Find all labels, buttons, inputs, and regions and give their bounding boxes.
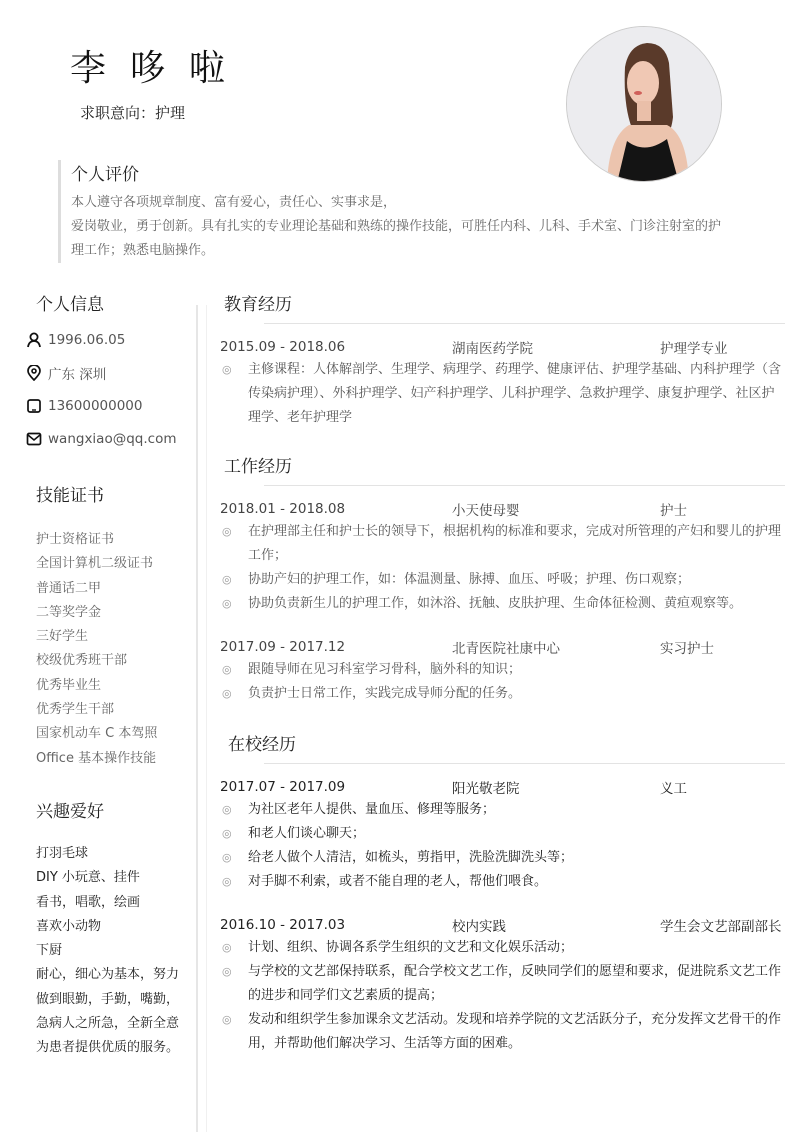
hobby-item: 下厨 [36,943,63,959]
hobbies-list [0,842,196,1061]
bullet-icon: ◎ [222,803,232,816]
section-rule [264,323,785,324]
entry-date: 2015.09 - 2018.06 [220,339,346,355]
evaluation-line: 爱岗敬业，勇于创新。具有扎实的专业理论基础和熟练的操作技能，可胜任内科、儿科、手术室、门诊注射室的护 [71,219,722,234]
person-icon [26,332,42,348]
entry-date: 2016.10 - 2017.03 [220,917,346,933]
job-intent: 求职意向：护理 [80,104,186,122]
hobby-item: 急病人之所急，全新全意 [36,1016,180,1032]
work-entry [220,636,785,706]
hobby-item: 喜欢小动物 [36,918,102,934]
bullet-icon: ◎ [222,941,232,954]
candidate-name: 李 哆 啦 [70,48,231,89]
campus-entry [220,776,785,894]
info-location [0,356,196,389]
column-divider-secondary [206,305,207,1132]
email-value: wangxiao@qq.com [48,430,177,447]
profile-photo-illustration [567,27,722,182]
entry-bullet: 发动和组织学生参加课余文艺活动。发现和培养学院的文艺活跃分子，充分发挥文艺骨干的作用，并帮助他们解决学习、生活等方面的困难。 [248,1012,782,1051]
bullet-icon: ◎ [222,573,232,586]
bullet-icon: ◎ [222,965,232,978]
bullet-icon: ◎ [222,363,232,376]
bullet-icon: ◎ [222,827,232,840]
skill-item: 校级优秀班干部 [36,653,128,669]
evaluation-line: 理工作；熟悉电脑操作。 [71,243,215,258]
hobby-item: 打羽毛球 [36,845,89,861]
info-email [0,422,196,455]
entry-org: 湖南医药学院 [452,341,533,357]
left-column [0,290,196,1061]
hobby-item: 为患者提供优质的服务。 [36,1040,180,1056]
email-icon [26,431,42,447]
skill-item: 二等奖学金 [36,604,102,620]
skill-item: 优秀学生干部 [36,702,115,718]
entry-role: 学生会文艺部副部长 [660,919,782,935]
phone-icon [26,398,42,414]
entry-bullet: 负责护士日常工作，实践完成导师分配的任务。 [248,686,522,701]
entry-role: 护理学专业 [660,341,728,357]
entry-date: 2018.01 - 2018.08 [220,501,346,517]
bullet-icon: ◎ [222,525,232,538]
skill-item: 国家机动车 C 本驾照 [36,726,158,742]
bullet-icon: ◎ [222,1013,232,1026]
entry-bullet: 在护理部主任和护士长的领导下，根据机构的标准和要求，完成对所管理的产妇和婴儿的护理工作； [248,524,782,563]
column-divider [196,305,198,1132]
entry-org: 校内实践 [452,919,506,935]
section-rule [264,763,785,764]
info-phone [0,389,196,422]
entry-bullet: 跟随导师在见习科室学习骨科，脑外科的知识； [248,662,522,677]
work-entry [220,498,785,616]
skill-item: 优秀毕业生 [36,677,102,693]
entry-bullet: 协助产妇的护理工作，如：体温测量、脉搏、血压、呼吸；护理、伤口观察； [248,572,691,587]
hobby-item: 看书，唱歌，绘画 [36,894,141,910]
skill-item: 全国计算机二级证书 [36,556,154,572]
hobby-item: 做到眼勤，手勤，嘴勤， [36,991,180,1007]
entry-bullet: 为社区老年人提供、量血压、修理等服务； [248,802,496,817]
bullet-icon: ◎ [222,687,232,700]
hobby-item: DIY 小玩意、挂件 [36,870,140,886]
skill-item: 护士资格证书 [36,532,115,547]
entry-date: 2017.09 - 2017.12 [220,639,346,655]
entry-bullet: 协助负责新生儿的护理工作，如沐浴、抚触、皮肤护理、生命体征检测、黄疸观察等。 [248,596,743,611]
bullet-icon: ◎ [222,597,232,610]
hobbies-title: 兴趣爱好 [36,801,104,822]
entry-bullet: 计划、组织、协调各系学生组织的文艺和文化娱乐活动； [248,940,574,955]
campus-entry [220,914,785,1056]
evaluation-title: 个人评价 [71,165,139,185]
skill-item: 三好学生 [36,629,89,645]
entry-org: 北青医院社康中心 [452,641,560,657]
entry-role: 护士 [660,503,687,519]
section-rule [264,485,785,486]
entry-date: 2017.07 - 2017.09 [220,779,346,795]
hobby-item: 耐心，细心为基本，努力 [36,967,180,983]
bullet-icon: ◎ [222,851,232,864]
entry-org: 小天使母婴 [452,503,520,519]
entry-org: 阳光敬老院 [452,781,520,797]
education-entry [220,336,785,430]
personal-evaluation [58,160,778,263]
campus-title: 在校经历 [228,735,296,755]
phone-value: 13600000000 [48,397,143,414]
evaluation-line: 本人遵守各项规章制度、富有爱心，责任心、实事求是， [71,195,397,210]
work-title: 工作经历 [224,457,292,477]
right-column [220,290,785,1056]
birthday-value: 1996.06.05 [48,331,126,348]
entry-bullet: 对手脚不利索，或者不能自理的老人，帮他们喂食。 [248,874,548,889]
avatar [566,26,722,182]
bullet-icon: ◎ [222,875,232,888]
entry-role: 义工 [660,781,687,797]
entry-role: 实习护士 [660,641,714,657]
education-title: 教育经历 [224,295,292,315]
info-birthday [0,323,196,356]
entry-bullet: 给老人做个人清洁，如梳头，剪指甲，洗脸洗脚洗头等； [248,850,574,865]
personal-info-title: 个人信息 [36,295,104,315]
skill-item: Office 基本操作技能 [36,750,157,766]
skills-title: 技能证书 [36,486,104,506]
skill-item: 普通话二甲 [36,580,102,596]
entry-bullet: 与学校的文艺部保持联系，配合学校文艺工作，反映同学们的愿望和要求，促进院系文艺工作的进步和同学们文艺素质的提高； [248,964,782,1003]
location-pin-icon [26,365,42,381]
skills-list [0,528,196,771]
entry-bullet: 主修课程：人体解剖学、生理学、病理学、药理学、健康评估、护理学基础、内科护理学（含传染病护理）、外科护理学、妇产科护理学、儿科护理学、急救护理学、康复护理学、社区护理学、老年护理学 [248,362,782,425]
location-value: 广东 深圳 [48,366,107,383]
bullet-icon: ◎ [222,663,232,676]
entry-bullet: 和老人们谈心聊天； [248,826,366,841]
